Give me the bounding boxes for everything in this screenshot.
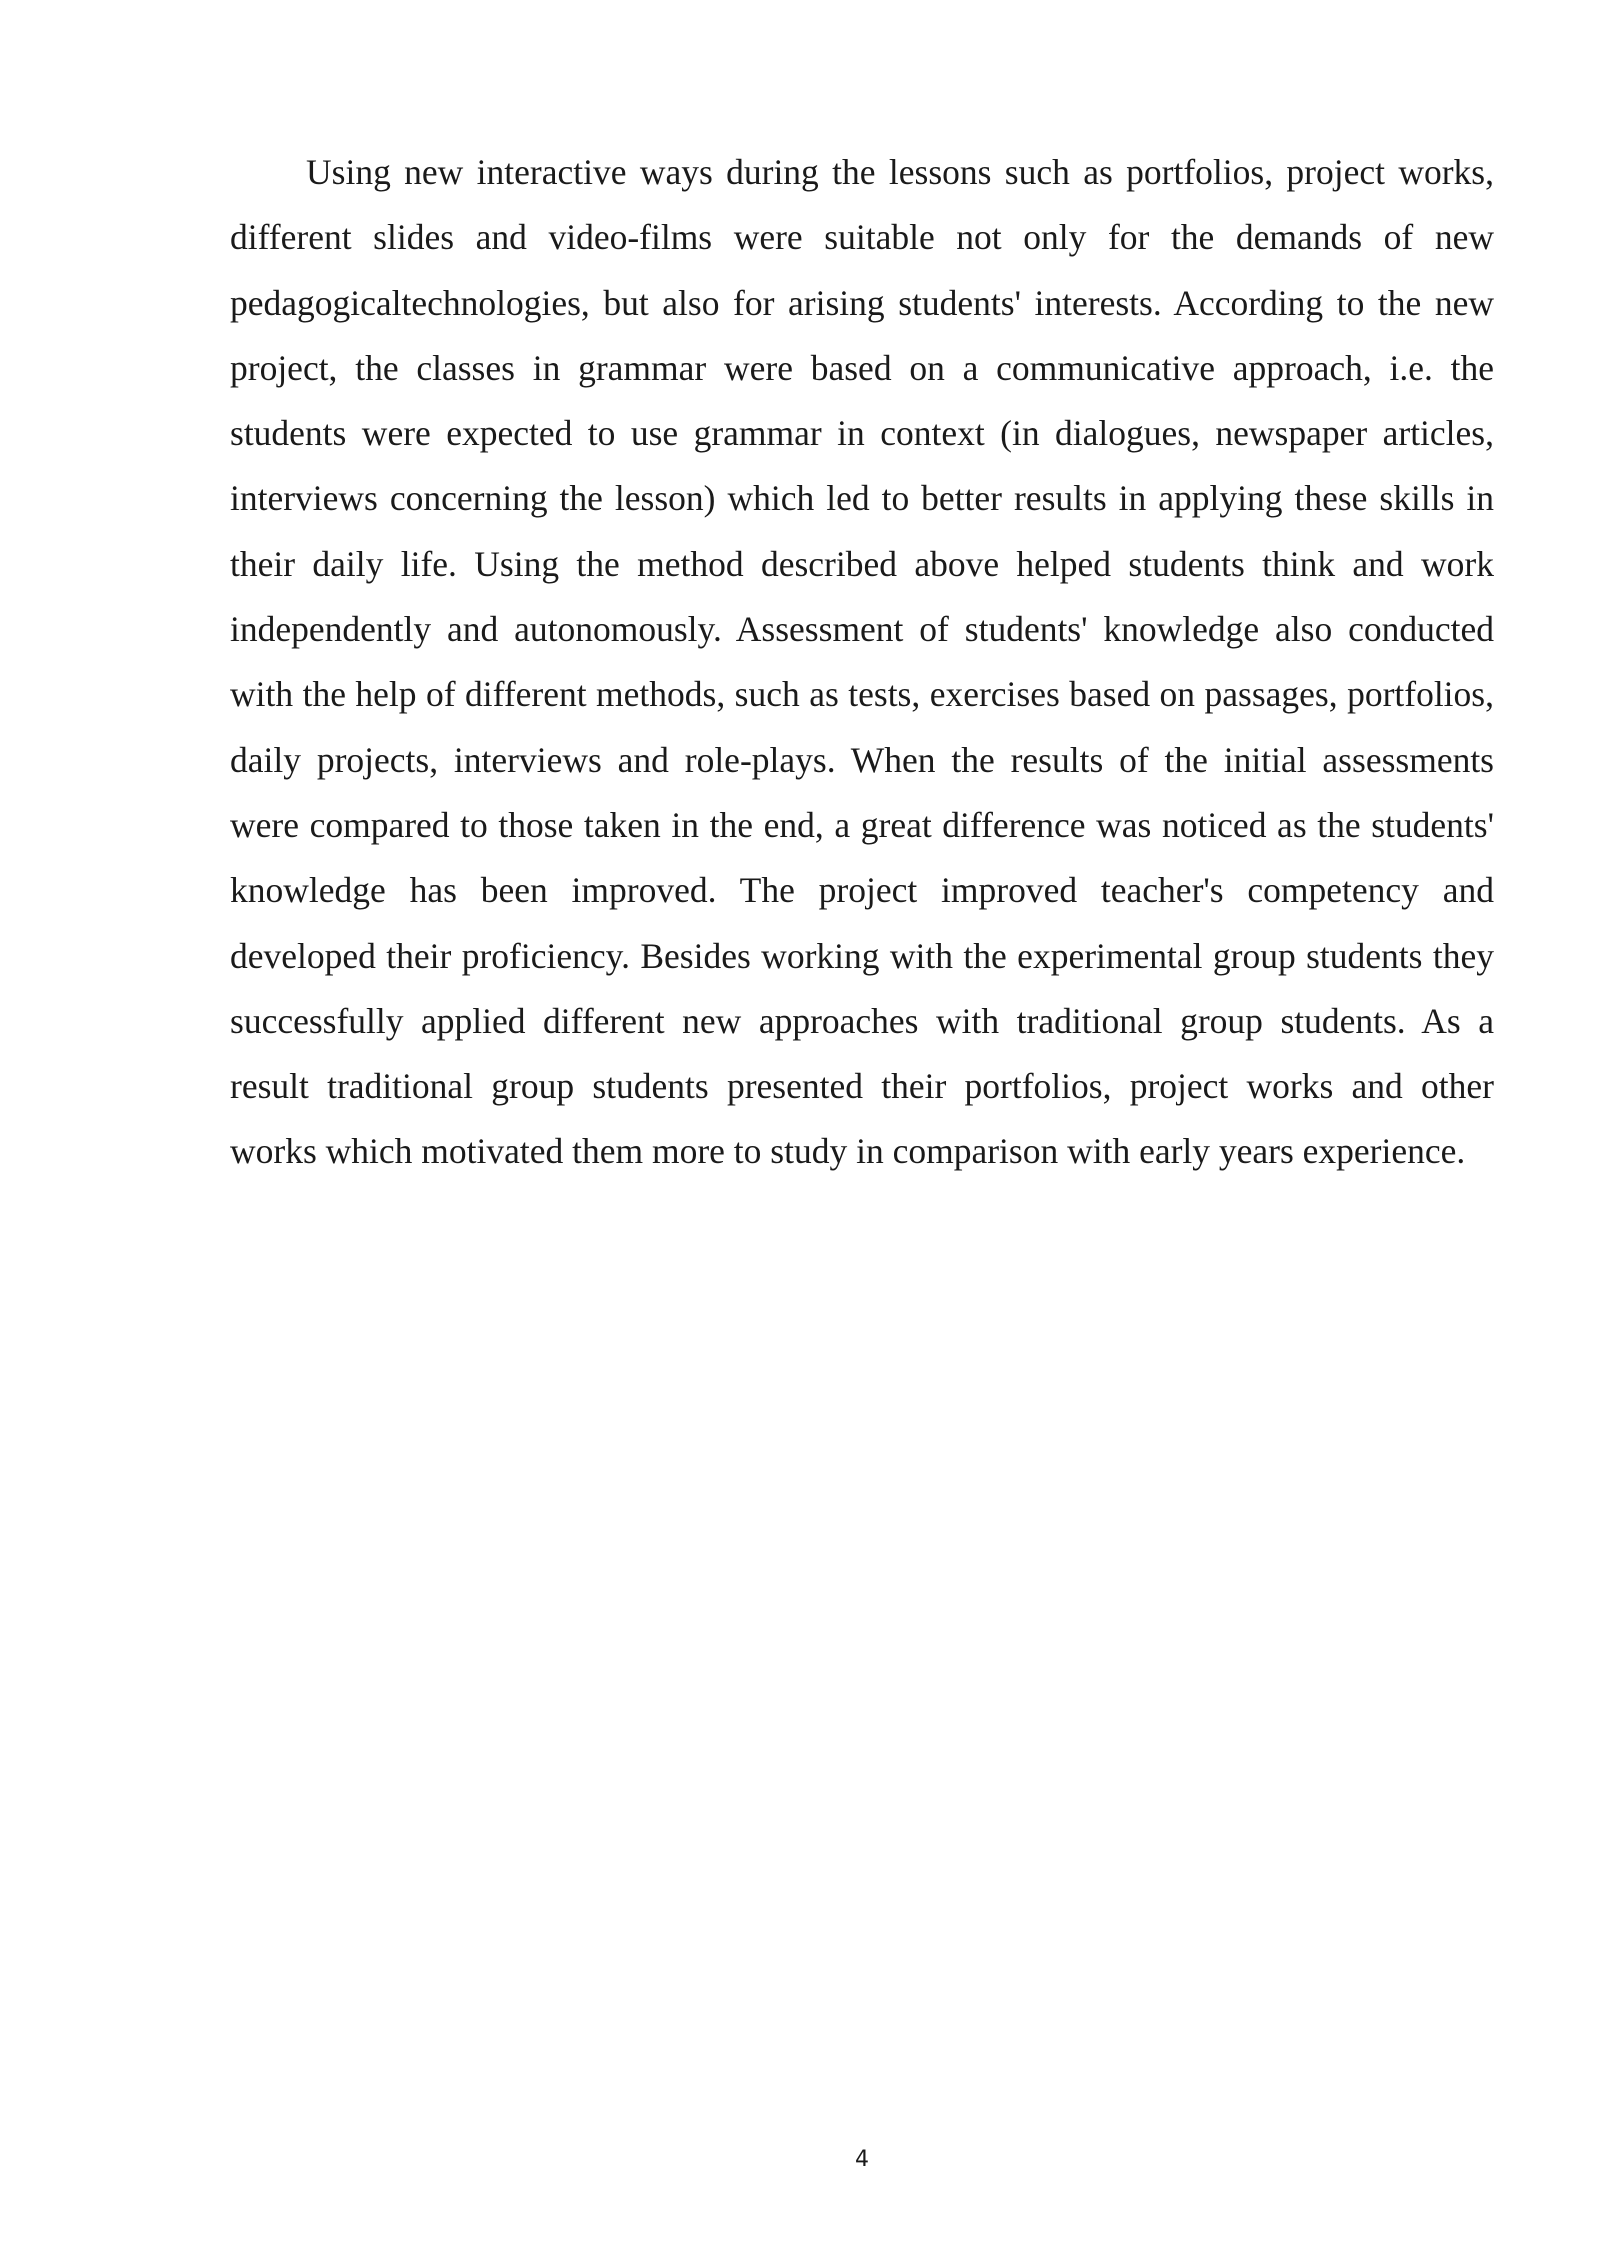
body-paragraph: Using new interactive ways during the lessons such as portfolios, project works, different slides and video-films were suitable not only for the demands of new pedagogicaltechnologies, but also for arising students' interests. According to the new project, the classes in grammar were based on a communicative approach, i.e. the students were expected to use grammar in context (in dialogues, newspaper articles, interviews concerning the lesson) which led to better results in applying these skills in their daily life. Using the method described above helped students think and work independently and autonomously. Assessment of students' knowledge also conducted with the help of different methods, such as tests, exercises based on passages, portfolios, daily projects, interviews and role-plays. When the results of the initial assessments were compared to those taken in the end, a great difference was noticed as the students' knowledge has been improved. The project improved teacher's competency and developed their proficiency. Besides working with the experimental group students they successfully applied different new approaches with traditional group students. As a result traditional group students presented their portfolios, project works and other works which motivated them more to study in comparison with early years experience.: [230, 152, 1494, 1172]
page-number: 4: [855, 2147, 869, 2172]
